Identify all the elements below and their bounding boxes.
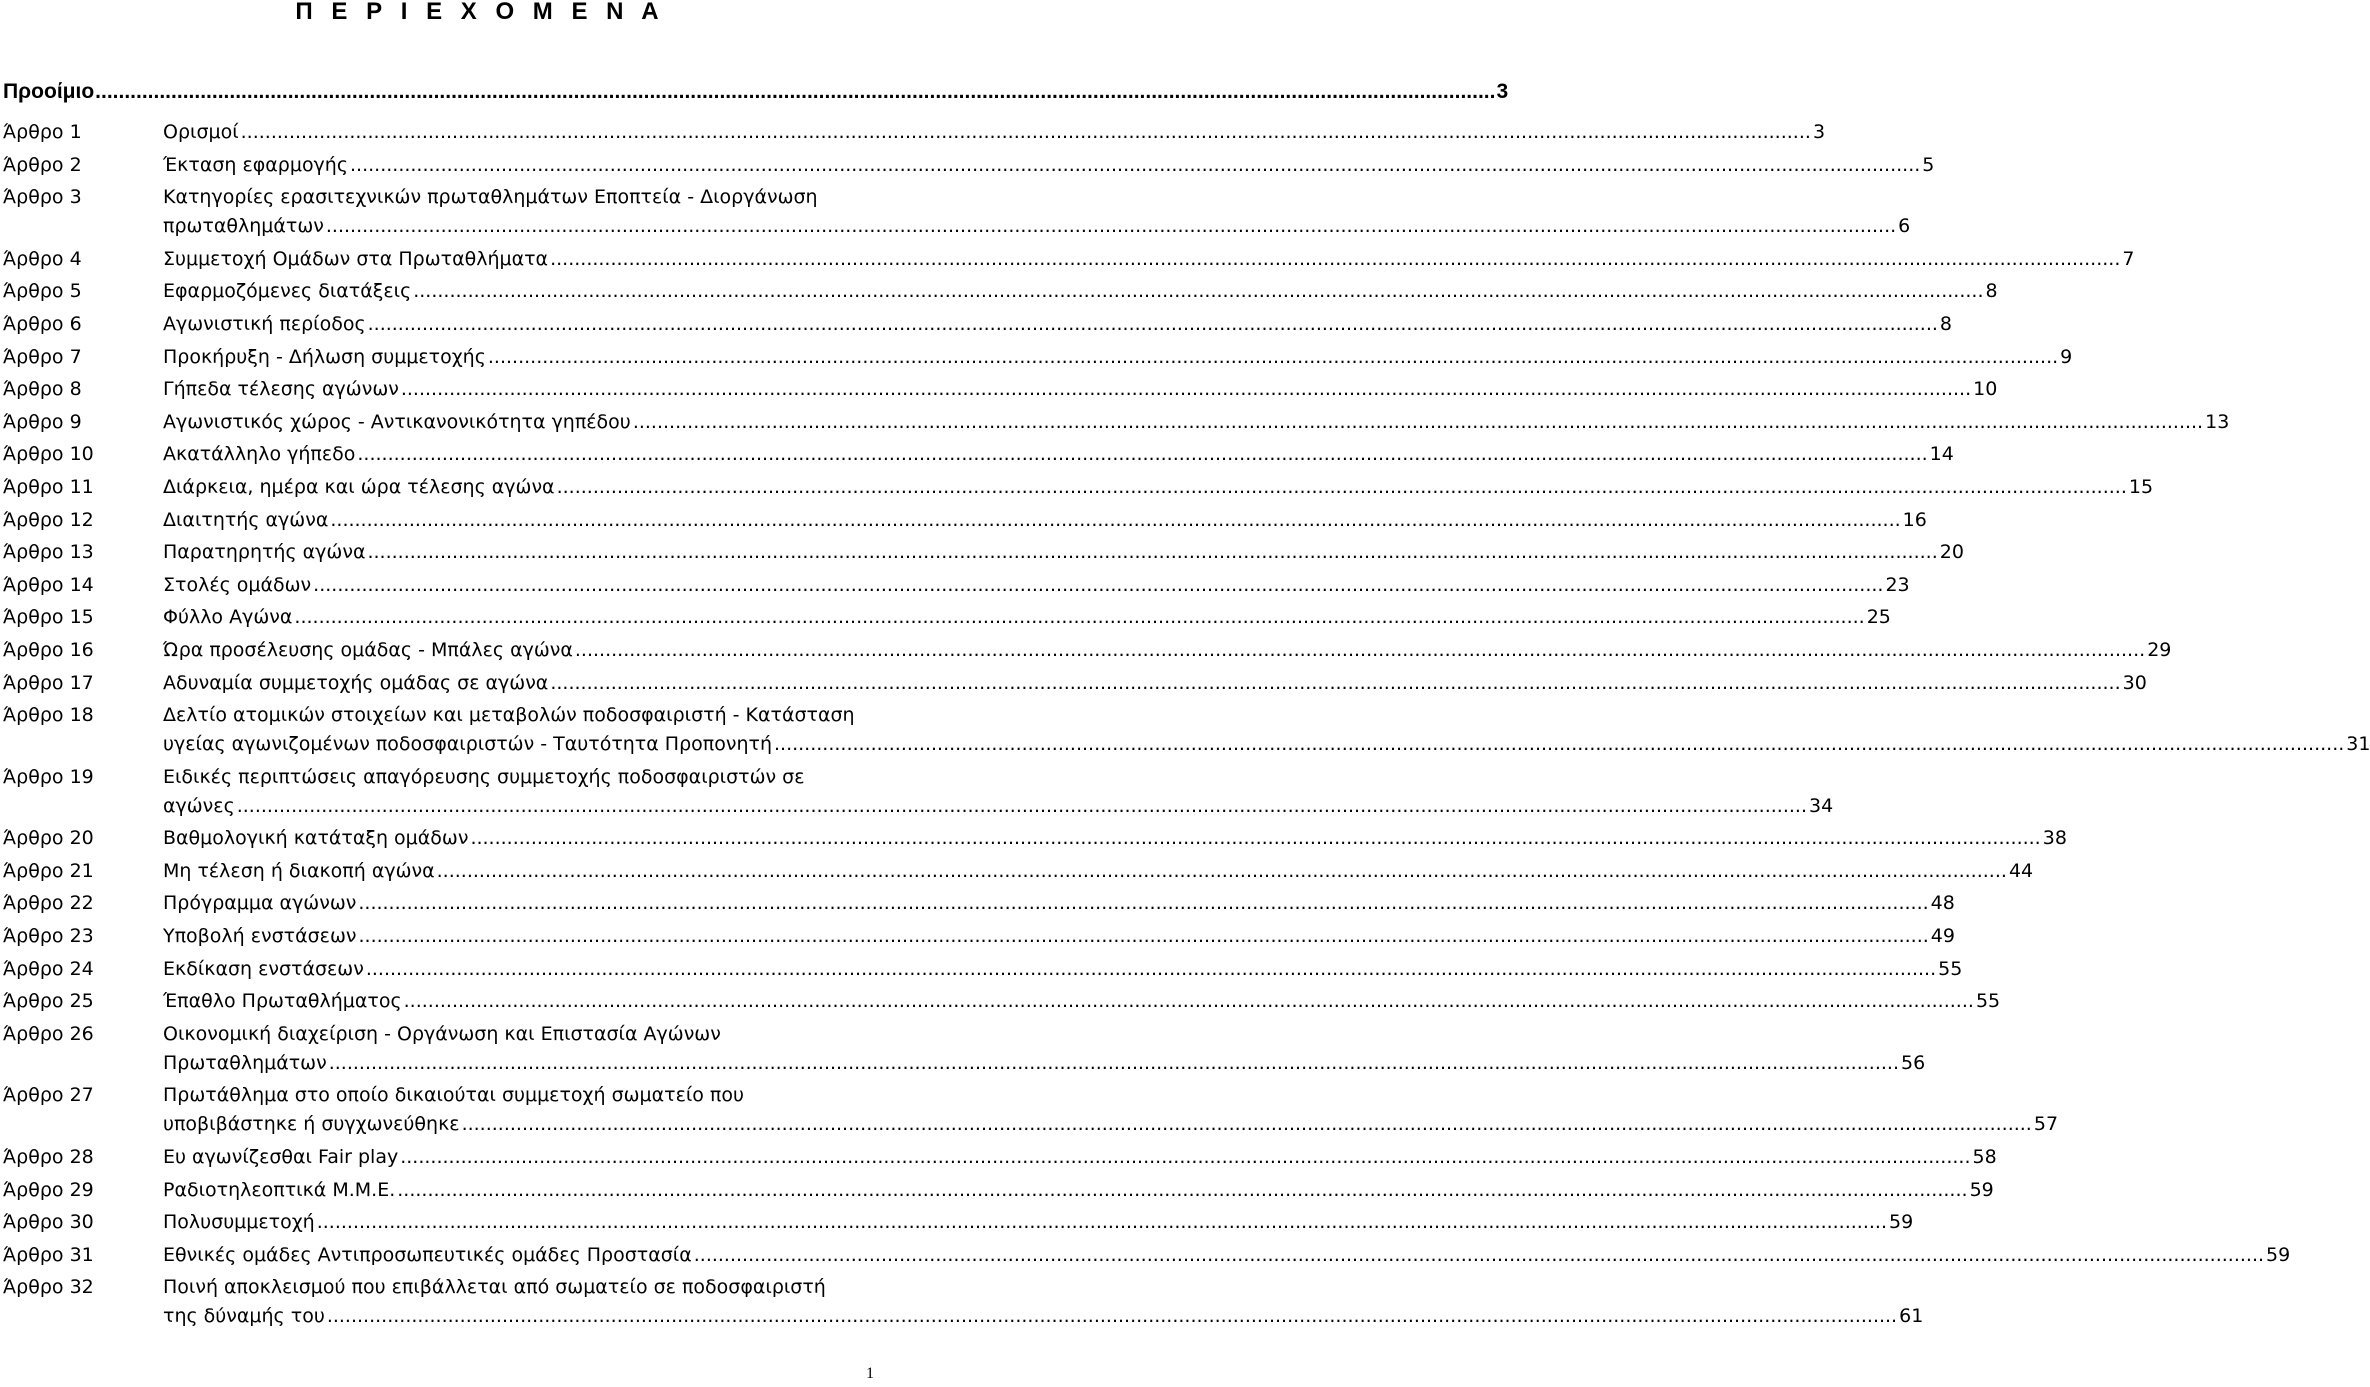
article-title: Φύλλο Αγώνα: [163, 606, 293, 629]
article-title-line: [163, 987, 2001, 1016]
article-title-line: [163, 538, 1964, 567]
article-label: Άρθρο 5: [3, 280, 82, 303]
dot-leader: ....................................................................................................................................................................................................................................................................: [357, 443, 1928, 466]
toc-entry[interactable]: [3, 1081, 2059, 1139]
article-page: 3: [1812, 121, 1826, 143]
article-title-line: [163, 151, 1935, 180]
article-title: Πρόγραμμα αγώνων: [163, 892, 357, 915]
article-title: Αδυναμία συμμετοχής ομάδας σε αγώνα: [163, 671, 549, 694]
toc-entry[interactable]: [3, 1176, 1994, 1205]
article-title-first-line: Ειδικές περιπτώσεις απαγόρευσης συμμετοχής ποδοσφαιριστών σε: [163, 765, 805, 788]
dot-leader: ....................................................................................................................................................................................................................................................................: [400, 1146, 1971, 1169]
article-label: Άρθρο 14: [3, 573, 94, 596]
article-body: [163, 889, 1955, 918]
toc-entry[interactable]: [3, 343, 2073, 372]
page-number: 1: [866, 1365, 874, 1382]
article-body: [163, 987, 2001, 1016]
article-label: Άρθρο 11: [3, 475, 94, 498]
article-title-line: [163, 277, 1998, 306]
article-title-line: [163, 857, 2034, 886]
article-title-line: [163, 375, 1998, 404]
toc-entry[interactable]: [3, 857, 2034, 886]
article-page: 15: [2128, 475, 2154, 498]
article-title-line: [163, 889, 1955, 918]
article-title-line: [163, 1176, 1994, 1205]
article-body: [163, 538, 1964, 567]
article-body: [163, 375, 1998, 404]
article-title-line: [163, 1241, 2291, 1270]
dot-leader: ....................................................................................................................................................................................................................................................................: [403, 990, 1974, 1013]
article-title: Στολές ομάδων: [163, 573, 312, 596]
article-body: [163, 1273, 1924, 1331]
article-page: 16: [1902, 508, 1927, 531]
article-label: Άρθρο 7: [3, 345, 82, 368]
toc-entry[interactable]: [3, 636, 2172, 665]
dot-leader: ....................................................................................................................................................................................................................................................................: [365, 957, 1937, 980]
dot-leader: ....................................................................................................................................................................................................................................................................: [316, 1211, 1888, 1234]
dot-leader: ................................................................................................................................................................................................................................................: [95, 80, 1496, 103]
article-label: Άρθρο 1: [3, 121, 82, 143]
article-title: Ευ αγωνίζεσθαι Fair play: [163, 1146, 399, 1169]
article-body: [163, 922, 1955, 951]
article-body: [163, 955, 1963, 984]
article-body: [163, 245, 2135, 274]
article-title: Διαιτητής αγώνα: [163, 508, 329, 531]
article-title-line: [163, 473, 2154, 502]
article-label: Άρθρο 4: [3, 247, 82, 270]
toc-entry[interactable]: [3, 669, 2147, 698]
dot-leader: ....................................................................................................................................................................................................................................................................: [556, 475, 2127, 498]
article-title: Πρωταθλημάτων: [163, 1051, 327, 1074]
toc-entry[interactable]: [3, 955, 1963, 984]
article-title-line: [163, 506, 1927, 535]
dot-leader: ....................................................................................................................................................................................................................................................................: [397, 1178, 1968, 1201]
article-label: Άρθρο 31: [3, 1243, 94, 1266]
article-label: Άρθρο 21: [3, 859, 94, 882]
article-body: [163, 824, 2067, 853]
dot-leader: ....................................................................................................................................................................................................................................................................: [358, 892, 1929, 915]
dot-leader: ....................................................................................................................................................................................................................................................................: [330, 508, 1901, 531]
article-title: υποβιβάστηκε ή συγχωνεύθηκε: [163, 1113, 460, 1136]
article-body: [163, 310, 1952, 339]
toc-preamble[interactable]: [3, 78, 1509, 106]
article-page: 55: [1975, 990, 2001, 1013]
article-page: 20: [1939, 541, 1964, 564]
article-label: Άρθρο 2: [3, 153, 82, 176]
toc-entry[interactable]: [3, 763, 1834, 821]
article-title-line: [163, 603, 1891, 632]
dot-leader: ....................................................................................................................................................................................................................................................................: [693, 1243, 2265, 1266]
article-label: Άρθρο 26: [3, 1022, 94, 1045]
article-body: [163, 151, 1935, 180]
article-title: Εθνικές ομάδες Αντιπροσωπευτικές ομάδες Προστασία: [163, 1243, 692, 1266]
article-page: 25: [1866, 606, 1891, 629]
article-body: [163, 506, 1927, 535]
toc-entry[interactable]: [3, 824, 2067, 853]
article-title: Γήπεδα τέλεσης αγώνων: [163, 378, 399, 401]
toc-entry[interactable]: [3, 889, 1955, 918]
article-title-first-line: Οικονομική διαχείριση - Οργάνωση και Επιστασία Αγώνων: [163, 1022, 721, 1045]
article-page: 57: [2033, 1113, 2059, 1136]
article-title: Προκήρυξη - Δήλωση συμμετοχής: [163, 345, 486, 368]
article-title: Μη τέλεση ή διακοπή αγώνα: [163, 859, 435, 882]
dot-leader: ....................................................................................................................................................................................................................................................................: [236, 794, 1808, 817]
article-page: 49: [1930, 925, 1955, 948]
article-title: Πολυσυμμετοχή: [163, 1211, 315, 1234]
article-title-first-line: Δελτίο ατομικών στοιχείων και μεταβολών ποδοσφαιριστή - Κατάσταση: [163, 704, 855, 727]
article-label: Άρθρο 15: [3, 606, 94, 629]
article-page: 7: [2122, 247, 2135, 270]
article-body: [163, 571, 1910, 600]
article-page: 38: [2042, 827, 2067, 850]
article-label: Άρθρο 18: [3, 704, 94, 727]
article-title-line: [163, 118, 1826, 147]
article-title-line: [163, 440, 1954, 469]
article-page: 56: [1901, 1051, 1926, 1074]
dot-leader: ....................................................................................................................................................................................................................................................................: [367, 541, 1938, 564]
article-page: 5: [1922, 153, 1935, 176]
article-label: Άρθρο 28: [3, 1146, 94, 1169]
article-body: [163, 440, 1954, 469]
article-title-line: [163, 730, 2370, 759]
article-title: Βαθμολογική κατάταξη ομάδων: [163, 827, 469, 850]
article-page: 10: [1973, 378, 1998, 401]
article-title-line: [163, 636, 2172, 665]
article-page: 23: [1885, 573, 1910, 596]
article-label: Άρθρο 32: [3, 1276, 94, 1299]
toc-entry[interactable]: [3, 701, 2370, 759]
preamble-label: Προοίμιο: [3, 80, 95, 103]
article-page: 6: [1898, 215, 1911, 238]
toc-entry[interactable]: [3, 987, 2001, 1016]
article-title: της δύναμής του: [163, 1305, 325, 1328]
toc-entry[interactable]: [3, 1143, 1997, 1172]
article-title-line: [163, 1110, 2059, 1139]
article-title-line: [163, 669, 2147, 698]
article-body: [163, 473, 2154, 502]
article-title-line: [163, 955, 1963, 984]
dot-leader: ....................................................................................................................................................................................................................................................................: [240, 121, 1811, 143]
article-label: Άρθρο 27: [3, 1084, 94, 1107]
article-body: [163, 857, 2034, 886]
article-label: Άρθρο 30: [3, 1211, 94, 1234]
dot-leader: ....................................................................................................................................................................................................................................................................: [328, 1051, 1900, 1074]
toc-entry[interactable]: [3, 603, 1891, 632]
article-title: Αγωνιστικός χώρος - Αντικανονικότητα γηπέδου: [163, 410, 631, 433]
article-label: Άρθρο 13: [3, 541, 94, 564]
article-title-line: [163, 343, 2073, 372]
article-title-line: [163, 1049, 1926, 1078]
article-label: Άρθρο 16: [3, 638, 94, 661]
article-title-line: [163, 212, 1911, 241]
article-page: 59: [2266, 1243, 2291, 1266]
article-body: [163, 1241, 2291, 1270]
article-label: Άρθρο 17: [3, 671, 94, 694]
article-body: [163, 763, 1834, 821]
article-title: Έπαθλο Πρωταθλήματος: [163, 990, 402, 1013]
dot-leader: ....................................................................................................................................................................................................................................................................: [367, 312, 1938, 335]
article-title: πρωταθλημάτων: [163, 215, 324, 238]
toc-entry[interactable]: [3, 1208, 1914, 1237]
article-title: Υποβολή ενστάσεων: [163, 925, 357, 948]
toc-entry[interactable]: [3, 245, 2135, 274]
article-label: Άρθρο 3: [3, 186, 82, 209]
dot-leader: ....................................................................................................................................................................................................................................................................: [294, 606, 1865, 629]
dot-leader: ....................................................................................................................................................................................................................................................................: [487, 345, 2059, 368]
article-page: 30: [2122, 671, 2147, 694]
dot-leader: ....................................................................................................................................................................................................................................................................: [325, 215, 1897, 238]
article-title: Ακατάλληλο γήπεδο: [163, 443, 356, 466]
article-page: 55: [1938, 957, 1963, 980]
article-page: 59: [1889, 1211, 1914, 1234]
article-title-line: [163, 824, 2067, 853]
article-body: [163, 701, 2370, 759]
article-title-line: [163, 310, 1952, 339]
article-body: [163, 408, 2230, 437]
article-page: 48: [1930, 892, 1955, 915]
toc-entry[interactable]: [3, 538, 1964, 567]
article-title: αγώνες: [163, 794, 235, 817]
article-title-line: [163, 408, 2230, 437]
article-label: Άρθρο 10: [3, 443, 94, 466]
page-title: Π Ε Ρ Ι Ε Χ Ο Μ Ε Ν Α: [295, 0, 665, 25]
article-title-line: [163, 1143, 1997, 1172]
dot-leader: ....................................................................................................................................................................................................................................................................: [350, 153, 1921, 176]
dot-leader: ....................................................................................................................................................................................................................................................................: [773, 733, 2345, 756]
dot-leader: ....................................................................................................................................................................................................................................................................: [550, 671, 2121, 694]
toc-entry[interactable]: [3, 440, 1954, 469]
toc-entry[interactable]: [3, 183, 1911, 241]
article-label: Άρθρο 19: [3, 765, 94, 788]
article-title-first-line: Πρωτάθλημα στο οποίο δικαιούται συμμετοχή σωματείο που: [163, 1084, 744, 1107]
preamble-page: 3: [1496, 80, 1509, 103]
article-label: Άρθρο 20: [3, 827, 94, 850]
article-title-line: [163, 1208, 1914, 1237]
toc-entry[interactable]: [3, 571, 1910, 600]
article-label: Άρθρο 8: [3, 378, 82, 401]
dot-leader: ....................................................................................................................................................................................................................................................................: [326, 1305, 1898, 1328]
toc-entry[interactable]: [3, 375, 1998, 404]
toc-entry[interactable]: [3, 473, 2154, 502]
toc-list: [3, 118, 2370, 1335]
article-body: [163, 1143, 1997, 1172]
article-body: [163, 669, 2147, 698]
article-label: Άρθρο 9: [3, 410, 82, 433]
toc-entry[interactable]: [3, 1241, 2291, 1270]
article-page: 8: [1985, 280, 1998, 303]
toc-entry[interactable]: [3, 1273, 1924, 1331]
article-label: Άρθρο 29: [3, 1178, 94, 1201]
article-label: Άρθρο 25: [3, 990, 94, 1013]
article-body: [163, 1081, 2059, 1139]
article-page: 14: [1929, 443, 1954, 466]
dot-leader: ....................................................................................................................................................................................................................................................................: [461, 1113, 2032, 1136]
article-title-line: [163, 922, 1955, 951]
dot-leader: ....................................................................................................................................................................................................................................................................: [550, 247, 2121, 270]
article-title: Παρατηρητής αγώνα: [163, 541, 366, 564]
dot-leader: ....................................................................................................................................................................................................................................................................: [632, 410, 2204, 433]
article-title: Συμμετοχή Ομάδων στα Πρωταθλήματα: [163, 247, 549, 270]
dot-leader: ....................................................................................................................................................................................................................................................................: [400, 378, 1972, 401]
article-label: Άρθρο 23: [3, 925, 94, 948]
article-title-line: [163, 571, 1910, 600]
dot-leader: ....................................................................................................................................................................................................................................................................: [313, 573, 1884, 596]
article-page: 58: [1972, 1146, 1997, 1169]
toc-entry[interactable]: [3, 277, 1998, 306]
article-title-line: [163, 792, 1834, 821]
article-label: Άρθρο 22: [3, 892, 94, 915]
article-page: 9: [2060, 345, 2073, 368]
article-page: 61: [1899, 1305, 1924, 1328]
article-body: [163, 343, 2073, 372]
article-title: Ώρα προσέλευσης ομάδας - Μπάλες αγώνα: [163, 638, 573, 661]
article-title: Διάρκεια, ημέρα και ώρα τέλεσης αγώνα: [163, 475, 555, 498]
article-body: [163, 183, 1911, 241]
toc-entry[interactable]: [3, 922, 1955, 951]
article-body: [163, 118, 1826, 147]
toc-entry[interactable]: [3, 118, 1826, 147]
article-page: 29: [2147, 638, 2172, 661]
article-title: Ραδιοτηλεοπτικά Μ.Μ.Ε.: [163, 1178, 396, 1201]
article-title: Αγωνιστική περίοδος: [163, 312, 366, 335]
article-body: [163, 1176, 1994, 1205]
article-page: 34: [1809, 794, 1834, 817]
article-title: Ορισμοί: [163, 121, 239, 143]
article-label: Άρθρο 12: [3, 508, 94, 531]
toc-entry[interactable]: [3, 310, 1952, 339]
article-label: Άρθρο 24: [3, 957, 94, 980]
article-body: [163, 1208, 1914, 1237]
toc-entry[interactable]: [3, 151, 1935, 180]
dot-leader: ....................................................................................................................................................................................................................................................................: [413, 280, 1984, 303]
article-title: Εκδίκαση ενστάσεων: [163, 957, 364, 980]
article-body: [163, 603, 1891, 632]
article-title-line: [163, 245, 2135, 274]
toc-entry[interactable]: [3, 506, 1927, 535]
dot-leader: ....................................................................................................................................................................................................................................................................: [358, 925, 1929, 948]
article-title: Εφαρμοζόμενες διατάξεις: [163, 280, 412, 303]
toc-entry[interactable]: [3, 408, 2230, 437]
article-page: 8: [1939, 312, 1952, 335]
toc-entry[interactable]: [3, 1020, 1926, 1078]
article-title: Έκταση εφαρμογής: [163, 153, 348, 176]
article-body: [163, 1020, 1926, 1078]
dot-leader: ....................................................................................................................................................................................................................................................................: [574, 638, 2146, 661]
dot-leader: ....................................................................................................................................................................................................................................................................: [436, 859, 2007, 882]
article-page: 13: [2205, 410, 2230, 433]
article-page: 59: [1969, 1178, 1994, 1201]
article-page: 31: [2346, 733, 2370, 756]
dot-leader: ....................................................................................................................................................................................................................................................................: [470, 827, 2041, 850]
article-label: Άρθρο 6: [3, 312, 82, 335]
article-title-line: [163, 1302, 1924, 1331]
article-page: 44: [2008, 859, 2034, 882]
article-title: υγείας αγωνιζομένων ποδοσφαιριστών - Ταυτότητα Προπονητή: [163, 733, 772, 756]
article-title-first-line: Κατηγορίες ερασιτεχνικών πρωταθλημάτων Εποπτεία - Διοργάνωση: [163, 186, 818, 209]
article-title-first-line: Ποινή αποκλεισμού που επιβάλλεται από σωματείο σε ποδοσφαιριστή: [163, 1276, 826, 1299]
article-body: [163, 277, 1998, 306]
article-body: [163, 636, 2172, 665]
